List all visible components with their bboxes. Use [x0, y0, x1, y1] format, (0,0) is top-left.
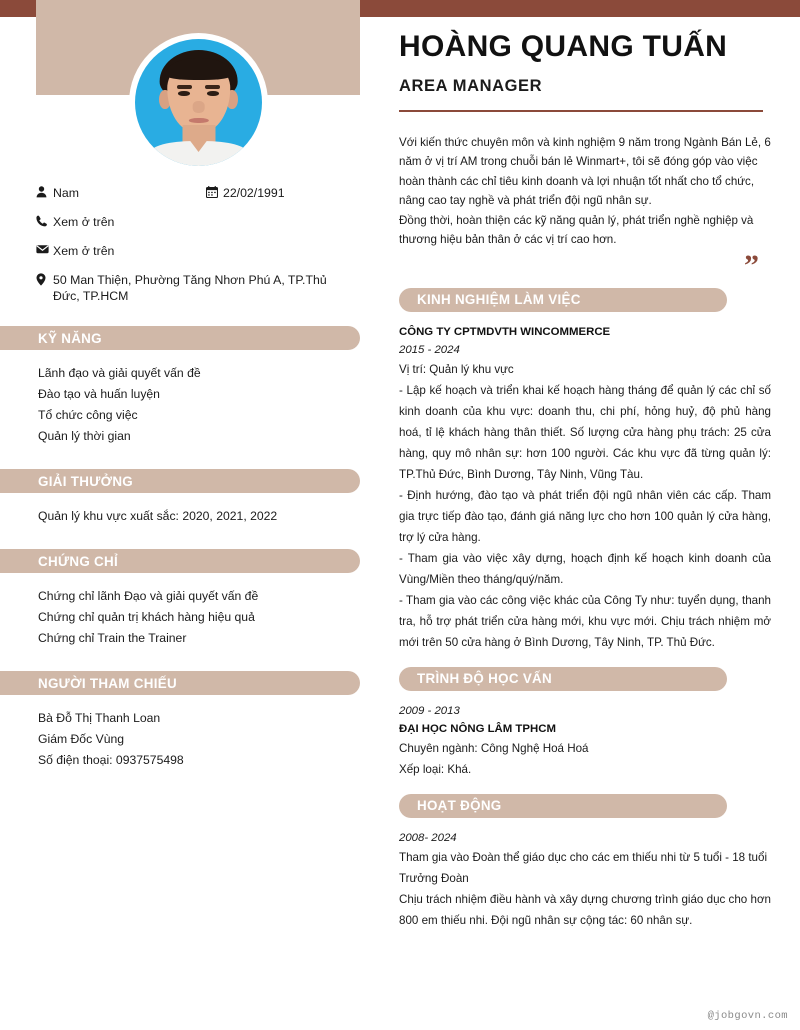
list-item: Lãnh đạo và giải quyết vấn đề [38, 366, 201, 380]
contact-address [36, 272, 353, 304]
experience-bullet: - Định hướng, đào tạo và phát triển đội ngũ nhân viên các cấp. Tham gia trực tiếp đào tạo, đánh giá năng lực cho hơn 100 quản lý cửa hàng, trợ lý cửa hàng. [399, 488, 771, 544]
education-grade: Xếp loại: Khá. [399, 762, 472, 776]
education-major: Chuyên ngành: Công Nghệ Hoá Hoá [399, 741, 589, 755]
top-bar-left-accent [0, 0, 36, 17]
contact-birthday [206, 185, 285, 201]
experience-bullet: - Tham gia vào các công việc khác của Công Ty như: tuyển dụng, thanh tra, hỗ trợ phát triển cửa hàng mới, khu vực mới. Chịu trách nhiệm mở mới trên 50 cửa hàng ở Bình Dương, Tây Ninh, TP. Thủ Đức. [399, 593, 771, 649]
page-title: HOÀNG QUANG TUẤN [399, 30, 728, 63]
envelope-icon [36, 244, 53, 254]
header-divider [399, 110, 763, 112]
avatar-photo [135, 39, 262, 166]
section-header-activities [399, 794, 727, 818]
job-title: AREA MANAGER [399, 77, 543, 95]
person-icon [36, 186, 53, 198]
right-column [399, 28, 771, 931]
activities-line: Chịu trách nhiệm điều hành và xây dựng chương trình giáo dục cho hơn 800 em thiếu nhi. Đội ngũ nhân sự cộng tác: 60 nhân sự. [399, 892, 771, 927]
education-period: 2009 - 2013 [399, 704, 460, 717]
contact-block [0, 185, 374, 304]
experience-period: 2015 - 2024 [399, 343, 460, 356]
location-pin-icon [36, 273, 53, 286]
contact-phone[interactable] [36, 214, 114, 230]
phone-icon [36, 215, 53, 227]
calendar-icon [206, 186, 223, 198]
list-item: Giám Đốc Vùng [38, 732, 125, 746]
contact-gender-value: Nam [53, 186, 79, 200]
references-list [0, 695, 374, 771]
section-header-awards [0, 469, 360, 493]
avatar-eye-left [178, 91, 189, 95]
summary-block [399, 133, 771, 250]
avatar-eye-right [207, 91, 218, 95]
list-item: Quản lý khu vực xuất sắc: 2020, 2021, 2022 [38, 509, 278, 523]
experience-bullet: - Tham gia vào việc xây dựng, hoạch định kế hoạch kinh doanh của Vùng/Miền theo tháng/quý/năm. [399, 551, 771, 586]
section-header-references [0, 671, 360, 695]
contact-row [36, 243, 360, 259]
avatar [129, 33, 268, 172]
section-header-skills [0, 326, 360, 350]
education-school: ĐẠI HỌC NÔNG LÂM TPHCM [399, 722, 556, 735]
experience-block [399, 323, 771, 653]
avatar-mouth [188, 118, 208, 124]
top-bar-right-accent [360, 0, 800, 17]
section-header-experience [399, 288, 727, 312]
contact-address-value: 50 Man Thiện, Phường Tăng Nhơn Phú A, TP.Thủ Đức, TP.HCM [53, 273, 327, 303]
education-block [399, 702, 771, 780]
section-title-awards: GIẢI THƯỞNG [38, 473, 134, 489]
list-item: Đào tạo và huấn luyện [38, 387, 160, 401]
experience-company: CÔNG TY CPTMDVTH WINCOMMERCE [399, 325, 611, 338]
section-title-references: NGƯỜI THAM CHIẾU [38, 675, 177, 691]
activities-line: Trưởng Đoàn [399, 871, 469, 885]
experience-bullet: - Lập kế hoạch và triển khai kế hoạch hàng tháng để quản lý các chỉ số kinh doanh của khu vực: doanh thu, chi phí, hỏng huỷ, độ phủ hàng hoá, tỉ lệ khách hàng thân thiết. Số lượng cửa hàng phụ trách: 25 cửa hàng, quy mô nhân sự: hơn 100 người. Các khu vực đã từng quản lý: TP.Thủ Đức, Bình Dương, Tây Ninh, Vũng Tàu. [399, 383, 771, 481]
list-item: Chứng chỉ Train the Trainer [38, 631, 187, 645]
contact-row [36, 272, 360, 304]
activities-block [399, 829, 771, 931]
summary-paragraph: Với kiến thức chuyên môn và kinh nghiệm 9 năm trong Ngành Bán Lẻ, 6 năm ở vị trí AM trong chuỗi bán lẻ Winmart+, tôi sẽ đóng góp vào việc hoàn thành các chỉ tiêu kinh doanh và lợi nhuận tốt nhất cho tổ chức, nâng cao tay nghề và phát triển đội ngũ nhân sự. [399, 135, 771, 207]
activities-line: Tham gia vào Đoàn thể giáo dục cho các em thiếu nhi từ 5 tuổi - 18 tuổi [399, 850, 768, 864]
left-column [0, 185, 374, 771]
certificates-list [0, 573, 374, 649]
section-header-education [399, 667, 727, 691]
list-item: Số điện thoại: 0937575498 [38, 753, 184, 767]
contact-phone-value: Xem ở trên [53, 215, 115, 229]
skills-list [0, 350, 374, 447]
contact-row [36, 214, 360, 230]
avatar-nose [192, 101, 205, 112]
contact-gender [36, 185, 206, 201]
watermark: @jobgovn.com [707, 1010, 788, 1022]
section-title-skills: KỸ NĂNG [38, 330, 102, 346]
list-item: Tổ chức công việc [38, 408, 138, 422]
experience-position: Vị trí: Quản lý khu vực [399, 362, 514, 376]
avatar-brow-left [177, 85, 192, 89]
awards-list [0, 493, 374, 527]
section-title-education: TRÌNH ĐỘ HỌC VẤN [417, 671, 552, 686]
contact-birthday-value: 22/02/1991 [223, 186, 285, 200]
summary-paragraph: Đồng thời, hoàn thiện các kỹ năng quản lý, phát triển nghề nghiệp và thương hiệu bản thân ở các vị trí cao hơn. [399, 213, 754, 246]
list-item: Chứng chỉ lãnh Đạo và giải quyết vấn đề [38, 589, 259, 603]
activities-period: 2008- 2024 [399, 831, 457, 844]
section-title-activities: HOẠT ĐỘNG [417, 798, 502, 813]
list-item: Chứng chỉ quản trị khách hàng hiệu quả [38, 610, 255, 624]
list-item: Bà Đỗ Thị Thanh Loan [38, 711, 161, 725]
quote-mark-icon: ” [744, 248, 759, 282]
contact-row [36, 185, 360, 201]
section-title-experience: KINH NGHIỆM LÀM VIỆC [417, 292, 581, 307]
avatar-brow-right [205, 85, 220, 89]
contact-email[interactable] [36, 243, 114, 259]
section-header-certificates [0, 549, 360, 573]
list-item: Quản lý thời gian [38, 429, 131, 443]
section-title-certificates: CHỨNG CHỈ [38, 553, 119, 569]
contact-email-value: Xem ở trên [53, 244, 115, 258]
